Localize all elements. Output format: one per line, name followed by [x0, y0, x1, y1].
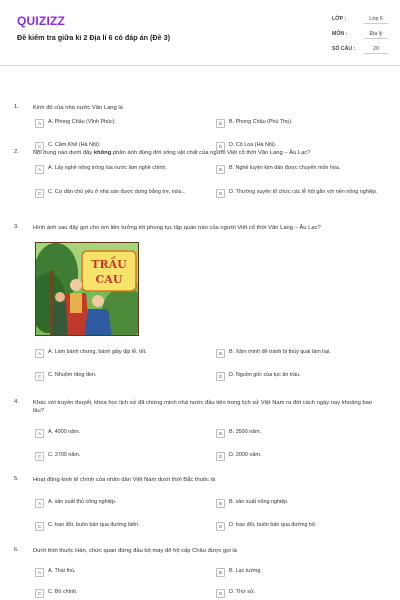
option-c[interactable]	[35, 522, 207, 531]
meta-count-value: 20	[364, 44, 388, 54]
option-c[interactable]	[35, 452, 207, 461]
question-text	[33, 547, 383, 555]
option-b[interactable]	[216, 165, 388, 174]
question-text-part: phản ánh đúng đời sống vật chất của người Việt cổ thời Văn Lang – Âu Lạc?	[111, 150, 311, 156]
option-text: A. 4000 năm.	[48, 429, 81, 435]
option-text: B. Phong Châu (Phú Thọ).	[229, 119, 293, 125]
option-text: A. Làm bánh chưng, bánh giầy dịp lễ, tết.	[48, 349, 147, 355]
question-number: 4.	[14, 399, 19, 405]
question-text-part: Hình ảnh sau đây gợi cho em liên tưởng tới phong tục tập quán nào của người Việt cổ thời Văn Lang – Âu Lạc?	[33, 225, 321, 231]
question-number: 1.	[14, 104, 19, 110]
option-text: C. 2700 năm.	[48, 452, 81, 458]
option-letter-box[interactable]: A	[35, 499, 44, 508]
illustration-caption-bottom: CAU	[95, 273, 123, 286]
option-letter-box[interactable]: D	[216, 189, 225, 198]
meta-grade-label: LỚP :	[332, 16, 347, 22]
option-text: D. Nguồn gốc của tục ăn trầu.	[229, 372, 301, 378]
quiz-header	[0, 0, 400, 66]
option-text: C. Nhuộm răng đen.	[48, 372, 97, 378]
question-number: 2.	[14, 149, 19, 155]
question-text	[33, 476, 383, 484]
option-d[interactable]	[216, 189, 388, 198]
document-title: Đề kiểm tra giữa kì 2 Địa lí 6 có đáp án (Đề 3)	[17, 33, 171, 42]
option-text: A. sản xuất thủ công nghiệp.	[48, 499, 117, 505]
option-letter-box[interactable]: A	[35, 349, 44, 358]
option-letter-box[interactable]: B	[216, 349, 225, 358]
option-letter-box[interactable]: B	[216, 568, 225, 577]
option-letter-box[interactable]: A	[35, 429, 44, 438]
question-text	[33, 399, 383, 416]
option-text: D. 2000 năm.	[229, 452, 262, 458]
question-text-part: Dưới thời thuộc Hán, chức quan đứng đầu bộ máy đô hộ cấp Châu được gọi là	[33, 548, 237, 554]
option-a[interactable]	[35, 165, 207, 174]
meta-subject-value: Địa lý	[364, 29, 388, 39]
question-text	[33, 104, 383, 112]
option-letter-box[interactable]: C	[35, 142, 44, 151]
option-text: A. Phong Châu (Vĩnh Phúc).	[48, 119, 117, 125]
option-text: C. Cẩm Khê (Hà Nội).	[48, 142, 101, 148]
option-text: A. Thái thú.	[48, 568, 76, 574]
option-letter-box[interactable]: B	[216, 499, 225, 508]
option-b[interactable]	[216, 429, 388, 438]
option-text: D. Thường xuyên tổ chức các lễ hội gắn với nền nông nghiệp.	[229, 189, 378, 195]
option-d[interactable]	[216, 589, 388, 598]
option-text: B. 3500 năm.	[229, 429, 262, 435]
option-text: D. trao đổi, buôn bán qua đường bộ.	[229, 522, 317, 528]
option-a[interactable]	[35, 429, 207, 438]
option-a[interactable]	[35, 568, 207, 577]
option-text: A. Lấy nghề nông trồng lúa nước làm nghề chính.	[48, 165, 167, 171]
quizizz-logo: QUIZIZZ	[17, 14, 66, 28]
question-text-part: Nội dung nào dưới đây	[33, 150, 94, 156]
meta-subject-label: MÔN :	[332, 31, 348, 37]
option-text: C. Cư dân chủ yếu ở nhà sàn được dựng bằng tre, nứa...	[48, 189, 186, 195]
option-letter-box[interactable]: B	[216, 165, 225, 174]
option-letter-box[interactable]: D	[216, 372, 225, 381]
option-d[interactable]	[216, 522, 388, 531]
question-text	[33, 149, 383, 157]
question-text-part: Khác với truyền thuyết, khoa học lịch sử đã chứng minh nhà nước đầu tiên trong lịch sử Việt Nam ra đời cách ngày nay khoảng bao lâu?	[33, 400, 373, 415]
option-text: D. Thứ sử.	[229, 589, 255, 595]
option-b[interactable]	[216, 499, 388, 508]
question-text	[33, 224, 383, 232]
option-text: B. sản xuất nông nghiệp.	[229, 499, 289, 505]
question-3-illustration	[35, 242, 139, 336]
option-letter-box[interactable]: B	[216, 429, 225, 438]
option-text: B. Nghề luyện kim dần được chuyên môn hóa.	[229, 165, 341, 171]
option-text: B. Lạc tướng.	[229, 568, 262, 574]
option-a[interactable]	[35, 499, 207, 508]
option-letter-box[interactable]: B	[216, 119, 225, 128]
option-a[interactable]	[35, 119, 205, 128]
meta-grade-value: Lớp 6	[364, 14, 388, 24]
option-letter-box[interactable]: C	[35, 372, 44, 381]
question-text-emphasis: không	[93, 150, 112, 156]
option-a[interactable]	[35, 349, 207, 358]
option-c[interactable]	[35, 589, 207, 598]
option-d[interactable]	[216, 372, 388, 381]
option-text: B. Xăm mình để tránh bị thủy quái làm hại.	[229, 349, 331, 355]
option-b[interactable]	[216, 349, 388, 358]
illustration-caption-top: TRẦU	[91, 258, 127, 271]
option-letter-box[interactable]: D	[216, 522, 225, 531]
option-letter-box[interactable]: C	[35, 589, 44, 598]
question-text-part: Hoạt động kinh tế chính của nhân dân Việt Nam dưới thời Bắc thuộc là	[33, 477, 216, 483]
option-d[interactable]	[216, 452, 388, 461]
option-text: C. trao đổi, buôn bán qua đường biển.	[48, 522, 140, 528]
option-letter-box[interactable]: A	[35, 165, 44, 174]
option-c[interactable]	[35, 372, 207, 381]
option-letter-box[interactable]: D	[216, 589, 225, 598]
option-b[interactable]	[216, 568, 388, 577]
option-letter-box[interactable]: D	[216, 452, 225, 461]
question-number: 3.	[14, 224, 19, 230]
meta-count-label: SỐ CÂU :	[332, 46, 356, 52]
option-letter-box[interactable]: C	[35, 189, 44, 198]
option-letter-box[interactable]: A	[35, 568, 44, 577]
option-b[interactable]	[216, 119, 386, 128]
option-letter-box[interactable]: A	[35, 119, 44, 128]
option-letter-box[interactable]: D	[216, 142, 225, 151]
question-text-part: Kinh đô của nhà nước Văn Lang là	[33, 105, 123, 111]
option-letter-box[interactable]: C	[35, 452, 44, 461]
option-text: D. Cổ Loa (Hà Nội).	[229, 142, 277, 148]
question-number: 5.	[14, 476, 19, 482]
option-text: C. Bồ chính.	[48, 589, 78, 595]
option-letter-box[interactable]: C	[35, 522, 44, 531]
illustration-graphic	[36, 243, 139, 336]
option-c[interactable]	[35, 189, 207, 198]
question-number: 6.	[14, 547, 19, 553]
